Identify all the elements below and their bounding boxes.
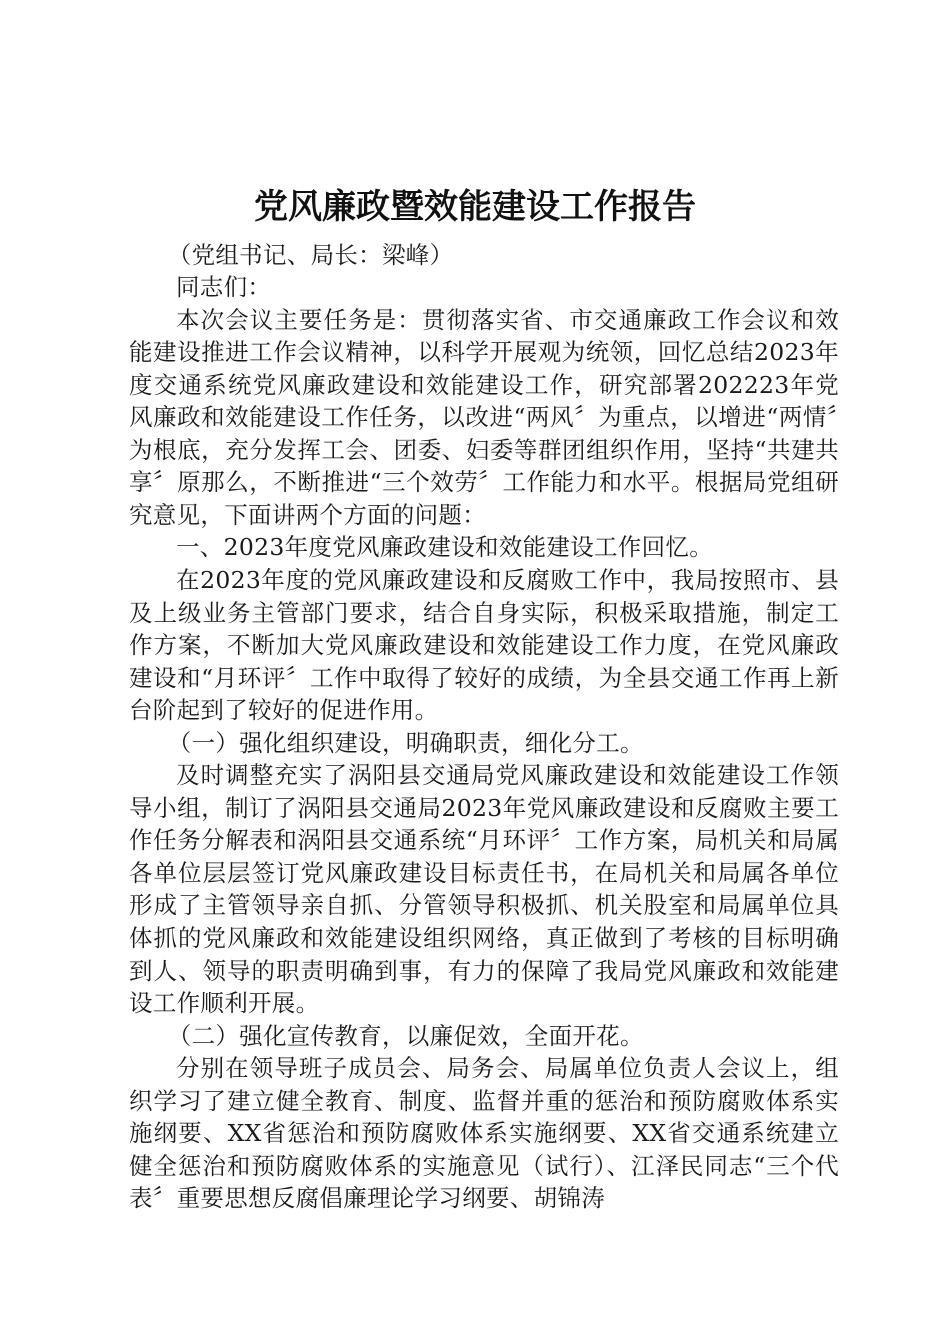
paragraph-organization: 及时调整充实了涡阳县交通局党风廉政建设和效能建设工作领导小组，制订了涡阳县交通局2023年党风廉政建设和反腐败主要工作任务分解表和涡阳县交通系统“月环评〞工作方案，局机关和局属各单位层层签订党风廉政建设目标责任书，在局机关和局属各单位形成了主管领导亲自抓、分管领导积极抓、机关股室和局属单位具体抓的党风廉政和效能建设组织网络，真正做到了考核的目标明确到人、领导的职责明确到事，有力的保障了我局党风廉政和效能建设工作顺利开展。 <box>129 761 839 1018</box>
section-heading-1: 一、2023年度党风廉政建设和效能建设工作回忆。 <box>176 533 714 562</box>
salutation: 同志们： <box>176 273 272 302</box>
byline: （党组书记、局长：梁峰） <box>167 240 454 269</box>
paragraph-intro: 本次会议主要任务是：贯彻落实省、市交通廉政工作会议和效能建设推进工作会议精神，以科学开展观为统领，回忆总结2023年度交通系统党风廉政建设和效能建设工作，研究部署202223年党风廉政和效能建设工作任务，以改进“两风〞为重点，以增进“两情〞为根底，充分发挥工会、团委、妇委等群团组织作用，坚持“共建共享〞原那么，不断推进“三个效劳〞工作能力和水平。根据局党组研究意见，下面讲两个方面的问题： <box>129 305 839 529</box>
paragraph-review: 在2023年度的党风廉政建设和反腐败工作中，我局按照市、县及上级业务主管部门要求，结合自身实际，积极采取措施，制定工作方案，不断加大党风廉政建设和效能建设工作力度，在党风廉政建设和“月环评〞工作中取得了较好的成绩，为全县交通工作再上新台阶起到了较好的促进作用。 <box>129 566 839 725</box>
subsection-heading-1: （一）强化组织建设，明确职责，细化分工。 <box>167 728 644 757</box>
subsection-heading-2: （二）强化宣传教育，以廉促效，全面开花。 <box>167 1021 644 1050</box>
document-title: 党风廉政暨效能建设工作报告 <box>254 187 696 227</box>
paragraph-education: 分别在领导班子成员会、局务会、局属单位负责人会议上，组织学习了建立健全教育、制度、监督并重的惩治和预防腐败体系实施纲要、XX省惩治和预防腐败体系实施纲要、XX省交通系统建立健全惩治和预防腐败体系的实施意见（试行）、江泽民同志“三个代表〞重要思想反腐倡廉理论学习纲要、胡锦涛 <box>129 1054 839 1213</box>
document-body <box>129 206 839 1215</box>
title-spacer <box>129 206 839 239</box>
